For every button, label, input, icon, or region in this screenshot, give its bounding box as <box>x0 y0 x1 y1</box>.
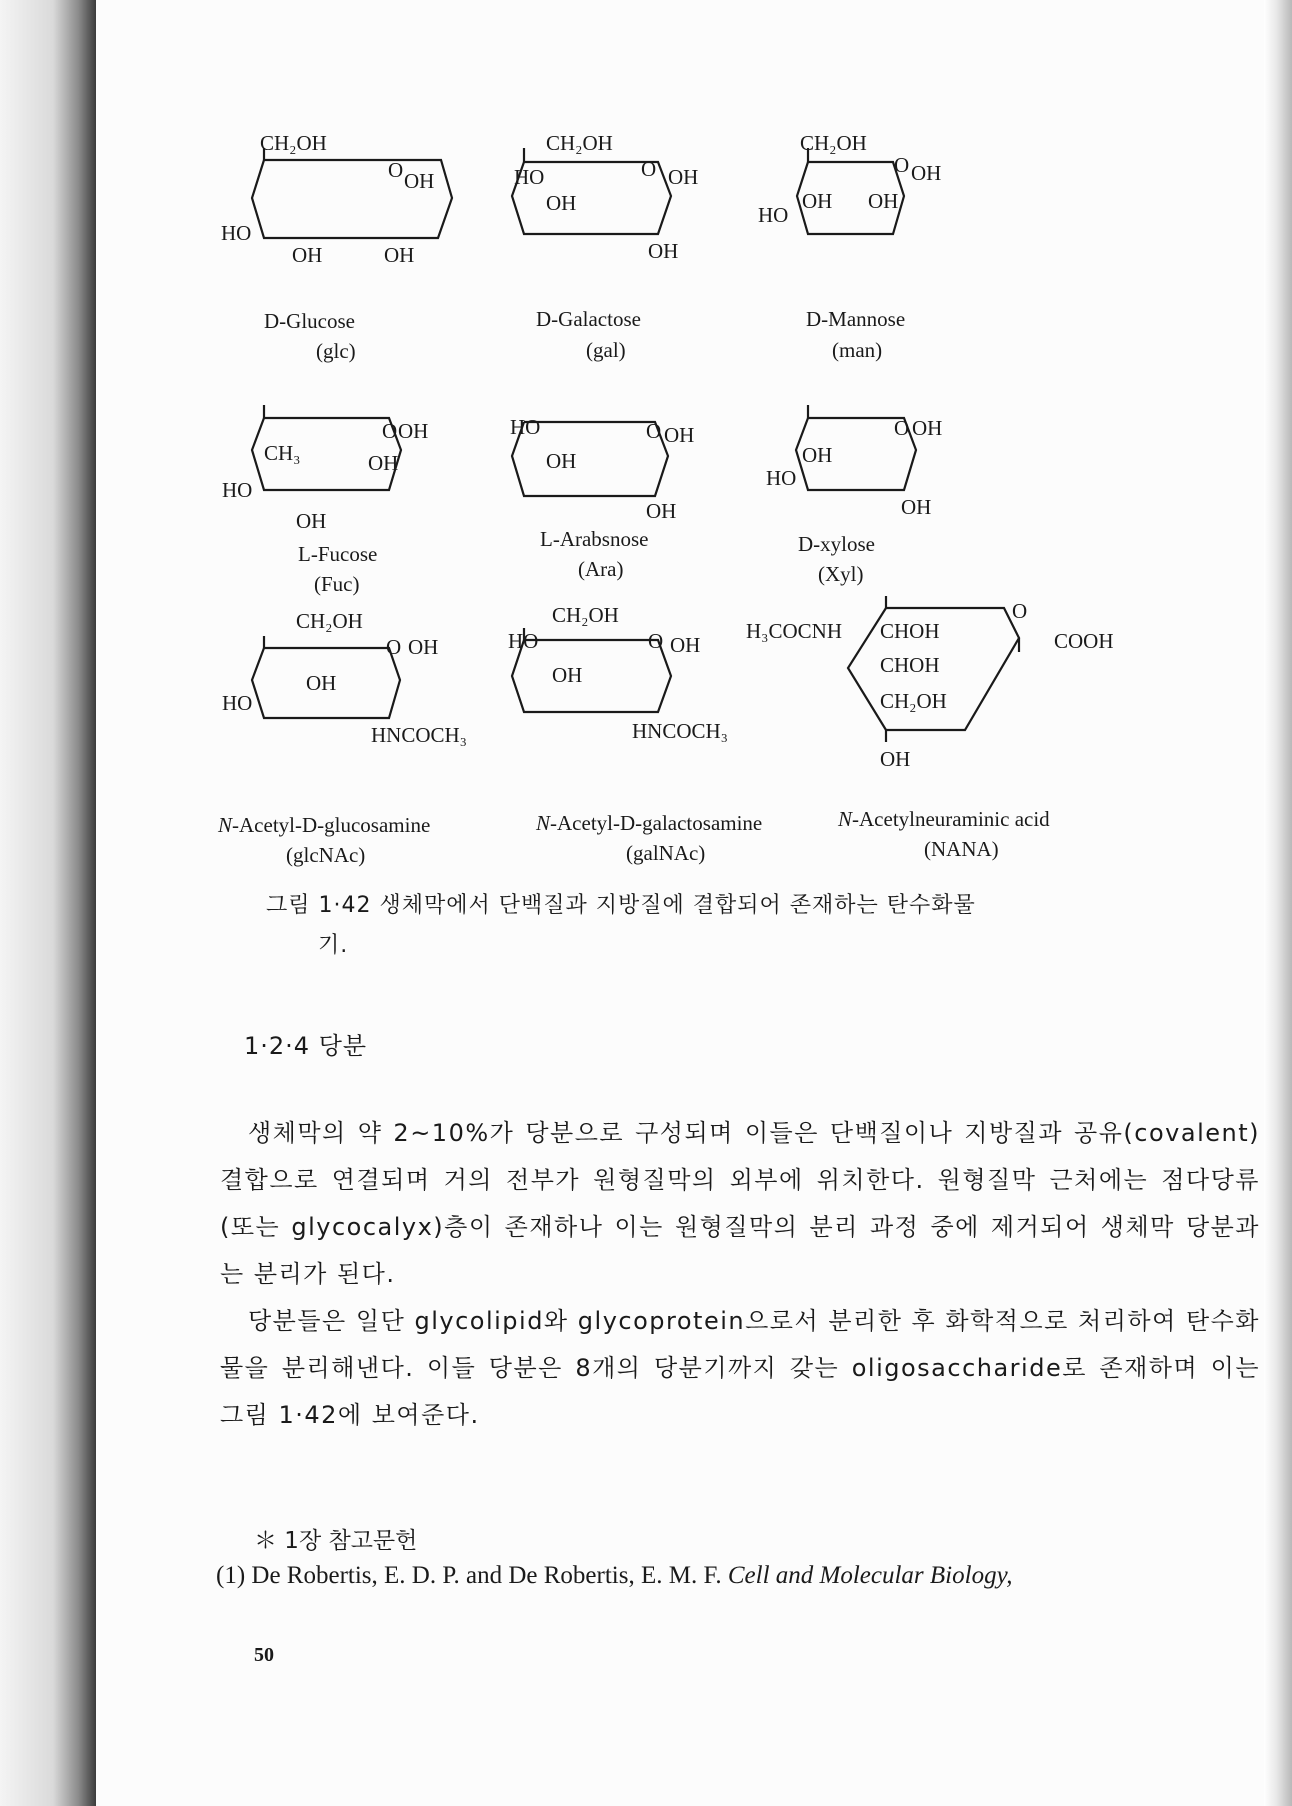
sugar-abbr: (Fuc) <box>314 572 360 596</box>
name-prefix: N <box>838 807 853 831</box>
group-label: OH <box>668 165 699 189</box>
group-label: O <box>894 153 910 177</box>
section-number: 1·2·4 <box>244 1032 311 1060</box>
page-edge-right <box>1264 0 1292 1806</box>
group-label: OH <box>901 495 932 519</box>
group-label: CH₂OH <box>260 131 327 155</box>
group-label: CH₂OH <box>546 131 613 155</box>
sugar-abbr: (Xyl) <box>818 562 864 586</box>
group-label: OH <box>912 416 943 440</box>
group-label: OH <box>546 449 577 473</box>
sugar-abbr: (NANA) <box>924 837 999 861</box>
structure-l-fucose <box>222 405 428 596</box>
group-label: CH₂OH <box>552 603 619 627</box>
group-label: O <box>1012 599 1028 623</box>
sugar-abbr: (galNAc) <box>626 841 706 865</box>
group-label: OH <box>802 189 833 213</box>
sugar-name: D-Mannose <box>806 307 906 331</box>
structure-d-xylose <box>766 405 942 586</box>
sugar-name: D-Glucose <box>264 309 355 333</box>
page-number: 50 <box>254 1644 274 1666</box>
sugar-name: L-Arabsnose <box>540 527 649 551</box>
group-label: OH <box>398 419 429 443</box>
structure-n-acetyl-d-glucosamine <box>217 609 467 867</box>
group-label: OH <box>546 191 577 215</box>
group-label: HO <box>758 203 789 227</box>
structure-n-acetyl-d-galactosamine <box>508 603 762 865</box>
group-label: HNCOCH₃ <box>632 719 728 743</box>
group-label: OH <box>880 747 911 771</box>
group-label: O <box>382 419 398 443</box>
group-label: O <box>648 629 664 653</box>
group-label: OH <box>384 243 415 267</box>
group-label: OH <box>368 451 399 475</box>
sugar-name: D-Galactose <box>536 307 641 331</box>
group-label: HNCOCH₃ <box>371 723 467 747</box>
reference-authors: De Robertis, E. D. P. and De Robertis, E. M. F. <box>251 1562 722 1589</box>
group-label: HO <box>508 629 539 653</box>
group-label: O <box>386 635 402 659</box>
sugar-abbr: (glcNAc) <box>286 843 366 867</box>
structure-d-galactose <box>512 131 698 362</box>
group-label: CHOH <box>880 653 940 677</box>
sugar-name: L-Fucose <box>298 542 378 566</box>
caption-label: 그림 1·42 <box>266 893 372 918</box>
group-label: HO <box>222 691 253 715</box>
paragraph: 당분들은 일단 glycolipid와 glycoprotein으로서 분리한 후 화학적으로 처리하여 탄수화물을 분리해낸다. 이들 당분은 8개의 당분기까지 갖는 oligosaccharide로 존재하며 이는 그림 1·42에 보여준다. <box>220 1307 1260 1429</box>
structure-l-arabinose <box>510 415 694 581</box>
sugar-name <box>217 813 430 837</box>
group-label: HO <box>221 221 252 245</box>
reference-number: (1) <box>216 1562 246 1589</box>
group-label: OH <box>911 161 942 185</box>
group-label: O <box>641 157 657 181</box>
sugar-name <box>535 811 762 835</box>
sugar-abbr: (Ara) <box>578 557 624 581</box>
group-label: OH <box>404 169 435 193</box>
group-label: OH <box>408 635 439 659</box>
book-spine-shadow <box>0 0 96 1806</box>
group-label: OH <box>646 499 677 523</box>
group-label: COOH <box>1054 629 1114 653</box>
name-rest: -Acetyl-D-glucosamine <box>232 813 431 837</box>
group-label: O <box>388 158 404 182</box>
group-label: OH <box>296 509 327 533</box>
sugar-abbr: (man) <box>832 338 883 362</box>
sugar-structures-figure <box>96 0 1264 870</box>
reference-item <box>216 1562 1266 1590</box>
structure-d-glucose <box>221 131 452 363</box>
structure-n-acetylneuraminic-acid <box>746 596 1114 861</box>
structure-d-mannose <box>758 131 941 362</box>
group-label: OH <box>670 633 701 657</box>
name-prefix: N <box>218 813 233 837</box>
group-label: HO <box>222 478 253 502</box>
caption-text-continued: 기. <box>318 933 349 958</box>
caption-text: 생체막에서 단백질과 지방질에 결합되어 존재하는 탄수화물 <box>379 893 976 918</box>
section-title: 당분 <box>318 1032 368 1060</box>
group-label: OH <box>868 189 899 213</box>
sugar-name <box>837 807 1050 831</box>
group-label: OH <box>664 423 695 447</box>
sugar-abbr: (glc) <box>316 339 356 363</box>
name-rest: -Acetyl-D-galactosamine <box>550 811 763 835</box>
group-label: CH₂OH <box>800 131 867 155</box>
group-label: CH₃ <box>264 441 301 465</box>
sugar-name: D-xylose <box>798 532 875 556</box>
group-label: CHOH <box>880 619 940 643</box>
group-label: OH <box>306 671 337 695</box>
name-rest: -Acetylneuraminic acid <box>852 807 1050 831</box>
book-page <box>96 0 1264 1806</box>
sugar-abbr: (gal) <box>586 338 626 362</box>
group-label: HO <box>766 466 797 490</box>
group-label: OH <box>648 239 679 263</box>
group-label: OH <box>552 663 583 687</box>
paragraph: 생체막의 약 2~10%가 당분으로 구성되며 이들은 단백질이나 지방질과 공유(covalent)결합으로 연결되며 거의 전부가 원형질막의 외부에 위치한다. 원형질막 근처에는 점다당류(또는 glycocalyx)층이 존재하나 이는 원형질막의 분리 과정 중에 제거되어 생체막 당분과는 분리가 된다. <box>220 1119 1260 1288</box>
group-label: CH₂OH <box>296 609 363 633</box>
section-heading <box>244 1026 367 1061</box>
reference-title: Cell and Molecular Biology, <box>727 1562 1013 1589</box>
name-prefix: N <box>536 811 551 835</box>
group-label: HO <box>510 415 541 439</box>
group-label: O <box>646 419 662 443</box>
group-label: CH₂OH <box>880 689 947 713</box>
group-label: H₃COCNH <box>746 619 842 643</box>
group-label: HO <box>514 165 545 189</box>
references-heading: ＊ 1장 참고문헌 <box>254 1528 418 1554</box>
group-label: O <box>894 416 910 440</box>
body-text <box>220 1110 1260 1439</box>
figure-caption <box>266 886 1246 966</box>
group-label: OH <box>802 443 833 467</box>
group-label: OH <box>292 243 323 267</box>
